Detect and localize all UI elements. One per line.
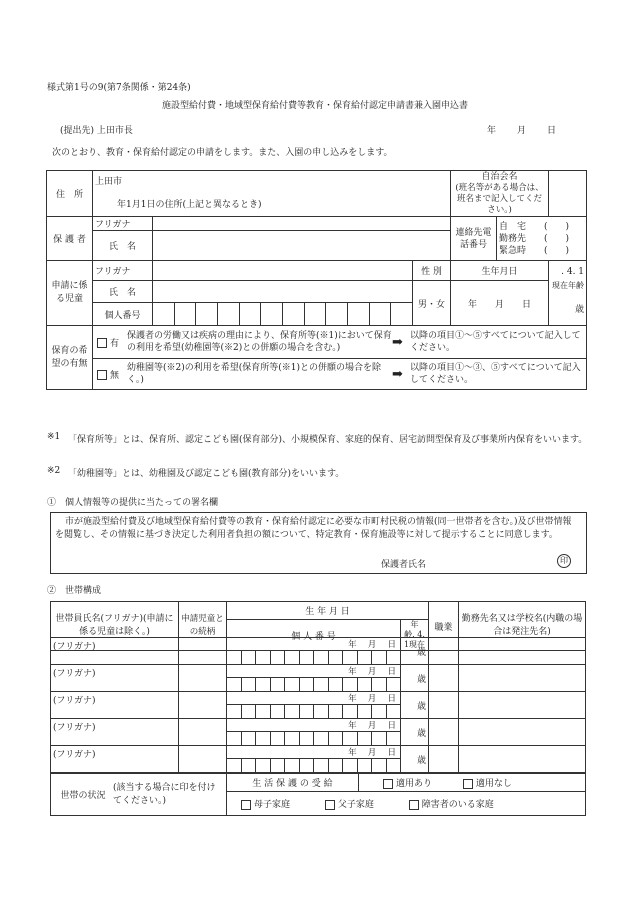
- age-cell: [549, 261, 587, 326]
- member-rel-input[interactable]: [179, 665, 227, 692]
- member-age-unit: 歳: [416, 755, 426, 766]
- col-job: 職業: [429, 602, 459, 651]
- boshi-check[interactable]: [241, 800, 290, 810]
- jichikai-cell: [451, 171, 549, 217]
- member-work-input[interactable]: [459, 746, 586, 773]
- emergency-label: 緊急時: [499, 245, 527, 256]
- member-date-label: 年 月 日: [348, 694, 396, 704]
- household-member-row: [50, 637, 586, 665]
- member-name-input[interactable]: [51, 665, 179, 692]
- consent-text: 市が施設型給付費及び地域型保育給付費等の教育・保育給付認定に必要な市町村民税の情報(同一世帯者を含む。)及び世帯情報を閲覧し、その情報に基づき決定した利用者負担の額について、特定教育・保育施設等に対して提示することに同意します。: [55, 517, 572, 540]
- birth-value[interactable]: 年 月 日: [451, 281, 549, 326]
- member-age-unit: 歳: [416, 701, 426, 712]
- member-name-input[interactable]: [51, 719, 179, 746]
- guardian-name-label: 氏 名: [93, 231, 153, 261]
- submit-to: (提出先) 上田市長: [60, 126, 133, 136]
- jichikai-input[interactable]: [549, 171, 587, 217]
- wish-no-row: [93, 359, 587, 390]
- wish-label: 保育の希望の有無: [47, 326, 93, 390]
- member-rel-input[interactable]: [179, 746, 227, 773]
- guardian-furigana-label: フリガナ: [93, 217, 153, 231]
- checkbox-icon: [383, 779, 393, 789]
- applicant-table: [46, 170, 587, 390]
- member-furigana-label: (フリガナ): [53, 750, 96, 760]
- applied-check[interactable]: [383, 779, 432, 789]
- col-pno: 個 人 番 号: [227, 620, 401, 651]
- address-jan1: 年1月1日の住所(上記と異なるとき): [93, 191, 451, 217]
- home-label: 自 宅: [499, 221, 527, 232]
- member-work-input[interactable]: [459, 692, 586, 719]
- consent-box: [50, 512, 587, 574]
- personal-no-digits[interactable]: [153, 303, 413, 326]
- member-job-input[interactable]: [429, 692, 459, 719]
- fushi-check[interactable]: [325, 800, 374, 810]
- member-birth-input[interactable]: [227, 746, 401, 759]
- note2-text: 「幼稚園等」とは、幼稚園及び認定こども園(教育部分)をいいます。: [68, 469, 345, 479]
- member-date-label: 年 月 日: [348, 640, 396, 650]
- member-pno-digits[interactable]: [227, 678, 401, 692]
- boshi-label: 母子家庭: [254, 800, 291, 810]
- col-birth: 生 年 月 日: [227, 602, 429, 620]
- checkbox-icon: [97, 370, 107, 380]
- arrow-right-icon: ➡: [392, 366, 403, 382]
- member-age-unit: 歳: [416, 728, 426, 739]
- guardian-label: 保 護 者: [47, 217, 93, 261]
- col-rel: 申請児童との続柄: [179, 602, 227, 651]
- note2-mark: ※2: [47, 466, 61, 476]
- personal-no-label: 個人番号: [93, 303, 153, 326]
- member-name-input[interactable]: [51, 746, 179, 773]
- birth-label: 生年月日: [451, 261, 549, 281]
- status-note: (該当する場合に印を付けてください。): [113, 782, 216, 806]
- wish-no-result: 以降の項目①～③、⑤すべてについて記入してください。: [410, 363, 581, 385]
- member-job-input[interactable]: [429, 719, 459, 746]
- member-birth-input[interactable]: [227, 638, 401, 651]
- sex-value[interactable]: 男・女: [413, 281, 451, 326]
- home-paren: ( ): [544, 221, 570, 232]
- checkbox-icon: [241, 800, 251, 810]
- member-pno-digits[interactable]: [227, 705, 401, 719]
- fushi-label: 父子家庭: [337, 800, 374, 810]
- family-type-options: [227, 792, 586, 816]
- checkbox-icon: [463, 779, 473, 789]
- emergency-paren: ( ): [544, 245, 570, 256]
- member-name-input[interactable]: [51, 692, 179, 719]
- wish-no-check[interactable]: [93, 368, 127, 381]
- welfare-options: [359, 774, 586, 792]
- status-cell: [51, 774, 227, 816]
- member-rel-input[interactable]: [179, 692, 227, 719]
- child-label: 申請に係る児童: [47, 261, 93, 326]
- not-applied-check[interactable]: [463, 779, 512, 789]
- member-age-input[interactable]: [401, 746, 429, 773]
- wish-yes-row: [93, 326, 587, 359]
- member-age-input[interactable]: [401, 692, 429, 719]
- member-birth-input[interactable]: [227, 719, 401, 732]
- sex-label: 性 別: [413, 261, 451, 281]
- age-label: 現在年齢: [552, 281, 585, 290]
- form-title: 施設型給付費・地域型保育給付費等教育・保育給付認定申請書兼入園申込書: [161, 101, 468, 111]
- member-pno-digits[interactable]: [227, 732, 401, 746]
- contact-label: 連絡先電話番号: [451, 217, 497, 261]
- disabled-check[interactable]: [409, 800, 494, 810]
- note1-text: 「保育所等」とは、保育所、認定こども園(保育部分)、小規模保育、家庭的保育、居宅訪問型保育及び事業所内保育をいいます。: [68, 435, 588, 445]
- wish-yes-label: 有: [110, 338, 120, 349]
- child-name-label: 氏 名: [93, 281, 153, 303]
- status-table: [50, 773, 586, 816]
- member-pno-digits[interactable]: [227, 759, 401, 773]
- member-furigana-label: (フリガナ): [53, 723, 96, 733]
- wish-no-text: 幼稚園等(※2)の利用を希望(保育所等(※1)との併願の場合を除く。): [127, 363, 382, 385]
- member-job-input[interactable]: [429, 665, 459, 692]
- seal-icon: 印: [557, 554, 571, 568]
- guardian-furigana-input[interactable]: [153, 217, 451, 231]
- address-city: 上田市: [93, 171, 451, 191]
- jichikai-label: 自治会名: [481, 171, 518, 182]
- disabled-label: 障害者のいる家庭: [421, 800, 494, 810]
- child-furigana-input[interactable]: [153, 261, 413, 281]
- member-age-input[interactable]: [401, 719, 429, 746]
- household-member-row: [50, 718, 586, 746]
- wish-yes-text: 保護者の労働又は疾病の理由により、保育所等(※1)において保育の利用を希望(幼稚園等(※2)との併願の場合を含む。): [127, 331, 392, 353]
- member-furigana-label: (フリガナ): [53, 669, 96, 679]
- guardian-name-input[interactable]: [153, 231, 451, 261]
- member-job-input[interactable]: [429, 638, 459, 665]
- welfare-label: 生 活 保 護 の 受 給: [227, 774, 359, 792]
- child-furigana-label: フリガナ: [93, 261, 153, 281]
- not-applied-label: 適用なし: [475, 779, 512, 789]
- member-rel-input[interactable]: [179, 638, 227, 665]
- member-date-label: 年 月 日: [348, 721, 396, 731]
- member-birth-input[interactable]: [227, 665, 401, 678]
- work-paren: ( ): [544, 233, 570, 244]
- address-label: 住 所: [47, 171, 93, 217]
- member-pno-digits[interactable]: [227, 651, 401, 665]
- member-age-input[interactable]: [401, 665, 429, 692]
- checkbox-icon: [409, 800, 419, 810]
- col-work: 勤務先名又は学校名(内職の場合は発注先名): [459, 602, 586, 651]
- member-rel-input[interactable]: [179, 719, 227, 746]
- checkbox-icon: [325, 800, 335, 810]
- member-birth-input[interactable]: [227, 692, 401, 705]
- sec1-heading: ① 個人情報等の提供に当たっての署名欄: [47, 498, 219, 508]
- member-age-unit: 歳: [416, 647, 426, 658]
- wish-yes-result: 以降の項目①～⑤すべてについて記入してください。: [410, 331, 581, 353]
- member-age-input[interactable]: [401, 638, 429, 665]
- checkbox-icon: [97, 338, 107, 348]
- status-label: 世帯の状況: [60, 791, 106, 801]
- member-furigana-label: (フリガナ): [53, 642, 96, 652]
- household-member-row: [50, 664, 586, 692]
- member-work-input[interactable]: [459, 719, 586, 746]
- work-label: 勤務先: [499, 233, 527, 244]
- arrow-right-icon: ➡: [392, 334, 403, 350]
- sec2-heading: ② 世帯構成: [47, 586, 102, 596]
- member-work-input[interactable]: [459, 638, 586, 665]
- member-date-label: 年 月 日: [348, 748, 396, 758]
- member-furigana-label: (フリガナ): [53, 696, 96, 706]
- member-name-input[interactable]: [51, 638, 179, 665]
- age-date: . 4. 1: [561, 267, 585, 277]
- age-unit: 歳: [575, 305, 585, 315]
- household-member-row: [50, 745, 586, 773]
- col-age: 年 齢. 4. 1現在: [401, 620, 429, 651]
- col-name: 世帯員氏名(フリガナ)(申請に係る児童は除く。): [51, 602, 179, 651]
- member-age-unit: 歳: [416, 674, 426, 685]
- member-job-input[interactable]: [429, 746, 459, 773]
- household-member-row: [50, 691, 586, 719]
- member-date-label: 年 月 日: [348, 667, 396, 677]
- child-name-input[interactable]: [153, 281, 413, 303]
- note1-mark: ※1: [47, 432, 61, 442]
- wish-yes-check[interactable]: [93, 336, 127, 349]
- contact-cell: [497, 217, 587, 261]
- form-number: 様式第1号の9(第7条関係・第24条): [47, 83, 191, 93]
- member-work-input[interactable]: [459, 665, 586, 692]
- sign-label: 保護者氏名: [381, 560, 427, 570]
- applied-label: 適用あり: [396, 779, 433, 789]
- wish-no-label: 無: [110, 370, 120, 381]
- jichikai-note: (班名等がある場合は、班名まで記入してください。): [455, 182, 544, 215]
- date-line: 年 月 日: [487, 126, 558, 136]
- intro-text: 次のとおり、教育・保育給付認定の申請をします。また、入園の申し込みをします。: [52, 148, 393, 158]
